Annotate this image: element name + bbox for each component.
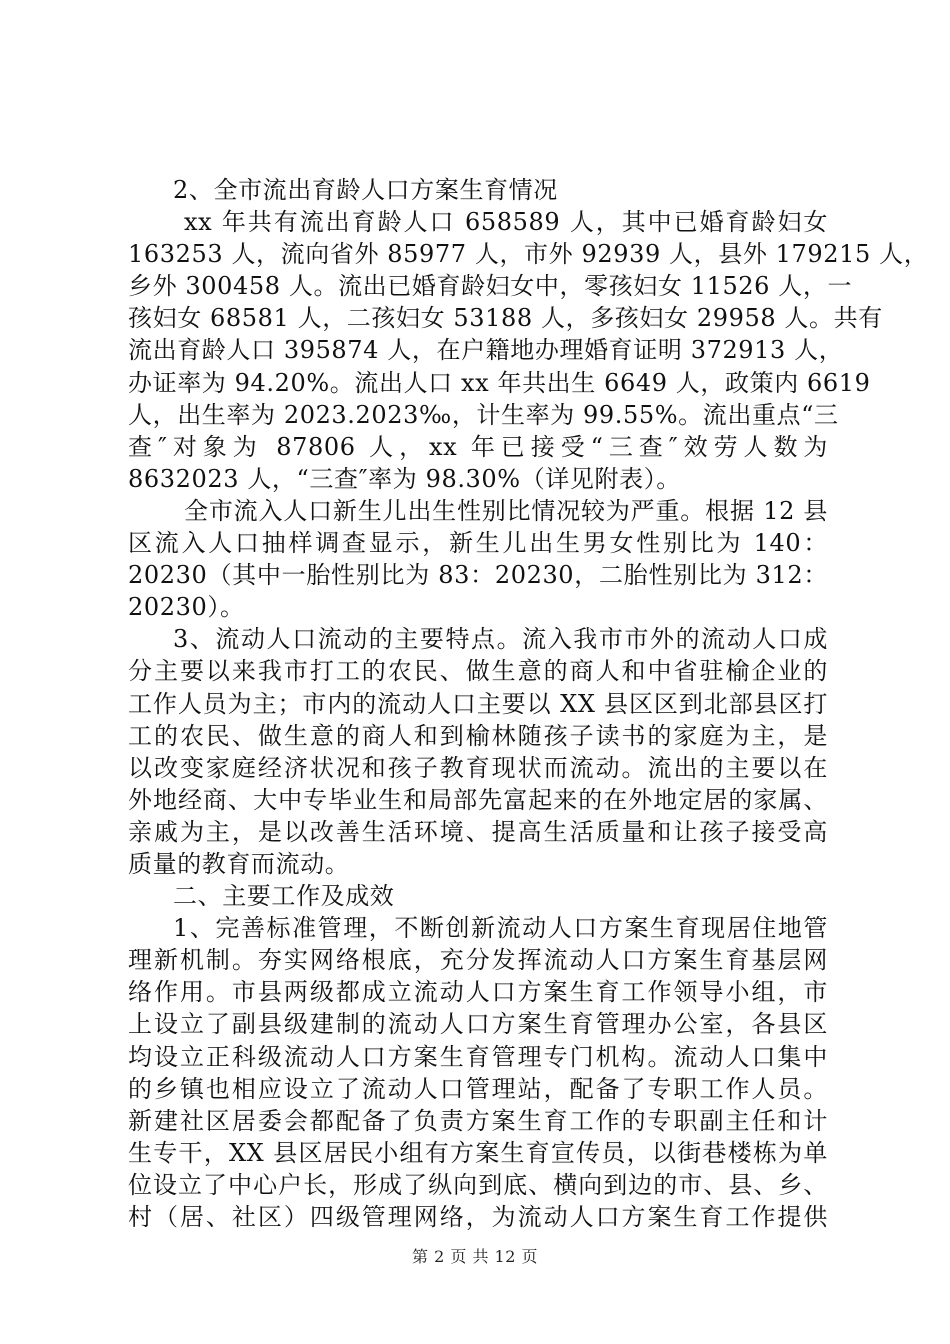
paragraph-line: 20230（其中一胎性别比为 83：20230，二胎性别比为 312： [128, 561, 828, 590]
paragraph-line: 孩妇女 68581 人，二孩妇女 53188 人，多孩妇女 29958 人。共有 [128, 304, 883, 333]
paragraph-line: 质量的教育而流动。 [128, 849, 350, 878]
section-heading: 二、主要工作及成效 [173, 882, 395, 911]
document-body [128, 174, 929, 1233]
paragraph-line: 理新机制。夯实网络根底，充分发挥流动人口方案生育基层网 [128, 946, 828, 975]
paragraph-line: 上设立了副县级建制的流动人口方案生育管理办公室，各县区 [128, 1010, 828, 1039]
paragraph-line: 亲戚为主，是以改善生活环境、提高生活质量和让孩子接受高 [128, 817, 828, 846]
paragraph-line: 1、完善标准管理，不断创新流动人口方案生育现居住地管 [173, 914, 828, 943]
paragraph-line: 乡外 300458 人。流出已婚育龄妇女中，零孩妇女 11526 人，一 [128, 272, 853, 301]
paragraph-line: 全市流入人口新生儿出生性别比情况较为严重。根据 12 县 [184, 496, 828, 525]
paragraph-line: 外地经商、大中专毕业生和局部先富起来的在外地定居的家属、 [128, 785, 828, 814]
page-number-footer: 第 2 页 共 12 页 [412, 1247, 538, 1266]
paragraph-line: 新建社区居委会都配备了负责方案生育工作的专职副主任和计 [128, 1106, 828, 1135]
section-heading: 2、全市流出育龄人口方案生育情况 [173, 176, 558, 204]
paragraph-line: 流出育龄人口 395874 人，在户籍地办理婚育证明 372913 人， [128, 336, 844, 365]
paragraph-line: 位设立了中心户长，形成了纵向到底、横向到边的市、县、乡、 [128, 1170, 828, 1199]
paragraph-line: 办证率为 94.20%。流出人口 xx 年共出生 6649 人，政策内 6619 [128, 368, 871, 397]
paragraph-line: 分主要以来我市打工的农民、做生意的商人和中省驻榆企业的 [128, 657, 828, 686]
paragraph-line: 村（居、社区）四级管理网络，为流动人口方案生育工作提供 [128, 1203, 828, 1231]
paragraph-line: 均设立正科级流动人口方案生育管理专门机构。流动人口集中 [128, 1042, 828, 1071]
paragraph-line: 区流入人口抽样调查显示，新生儿出生男女性别比为 140： [128, 529, 828, 558]
paragraph-line: 以改变家庭经济状况和孩子教育现状而流动。流出的主要以在 [128, 753, 828, 782]
paragraph-line: 的乡镇也相应设立了流动人口管理站，配备了专职工作人员。 [128, 1074, 828, 1103]
paragraph-line: 工的农民、做生意的商人和到榆林随孩子读书的家庭为主，是 [128, 721, 828, 750]
paragraph-line: 163253 人，流向省外 85977 人，市外 92939 人，县外 179215 人， [128, 240, 929, 269]
paragraph-line: 查″对象为 87806 人，xx 年已接受“三查″效劳人数为 [128, 432, 828, 461]
paragraph-line: 20230）。 [128, 593, 245, 622]
paragraph-line: 工作人员为主；市内的流动人口主要以 XX 县区区到北部县区打 [128, 689, 828, 718]
paragraph-line: xx 年共有流出育龄人口 658589 人，其中已婚育龄妇女 [184, 208, 828, 237]
paragraph-line: 8632023 人，“三查″率为 98.30%（详见附表）。 [128, 464, 681, 493]
paragraph-line: 生专干，XX 县区居民小组有方案生育宣传员，以街巷楼栋为单 [128, 1138, 828, 1167]
paragraph-line: 3、流动人口流动的主要特点。流入我市市外的流动人口成 [173, 625, 828, 654]
paragraph-line: 络作用。市县两级都成立流动人口方案生育工作领导小组，市 [128, 978, 828, 1007]
paragraph-line: 人，出生率为 2023.2023‰，计生率为 99.55%。流出重点“三 [128, 400, 839, 429]
